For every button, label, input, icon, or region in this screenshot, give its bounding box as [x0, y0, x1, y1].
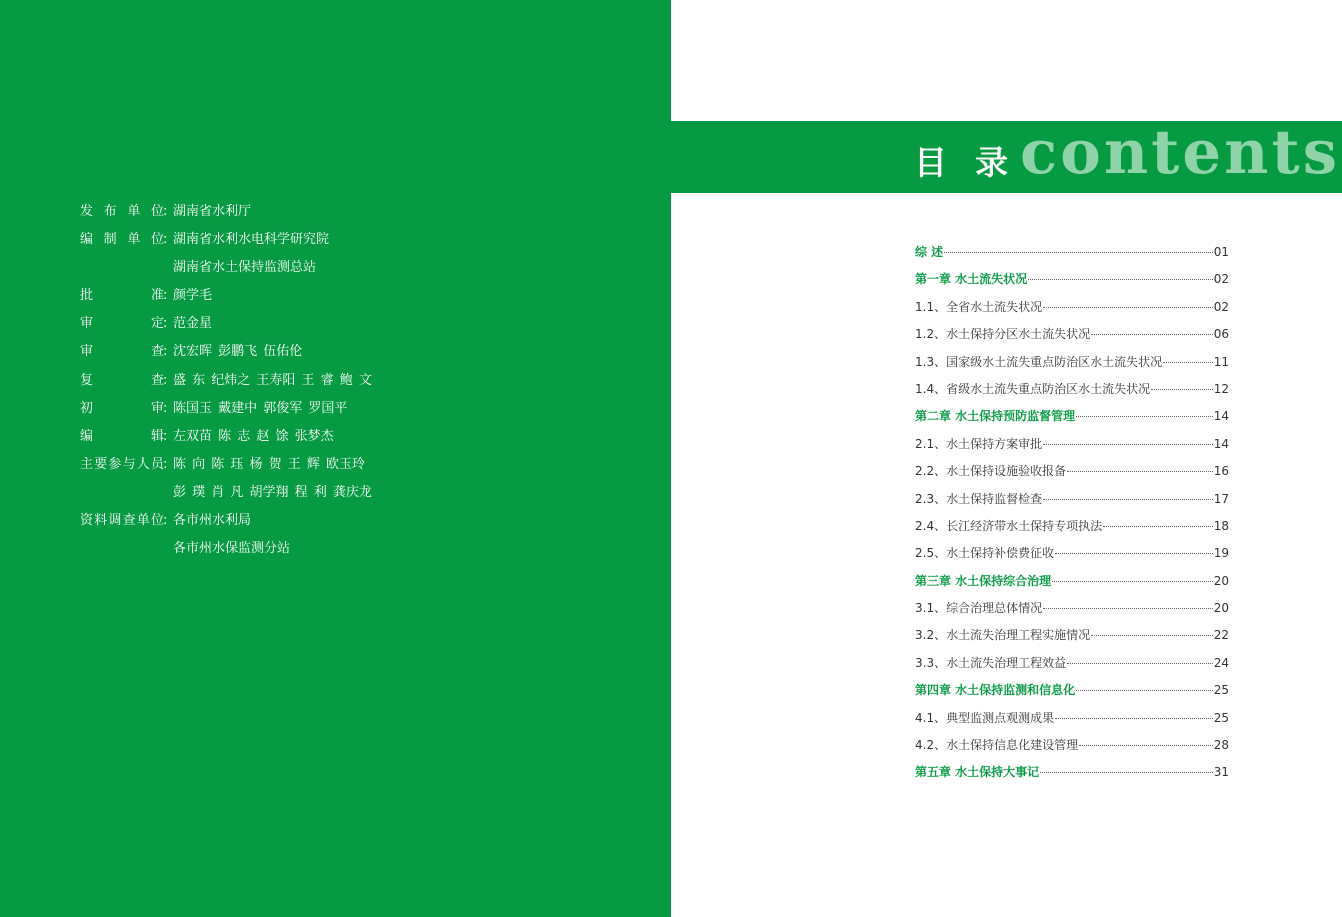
credit-colon: : [163, 513, 168, 529]
toc-section-entry[interactable] [915, 622, 1229, 649]
credit-row [80, 226, 500, 254]
credit-value: 陈 向 陈 珏 杨 贺 王 辉 欧玉玲 [173, 456, 366, 472]
toc-entry-label: 综 述 [915, 245, 944, 259]
credit-value: 范金星 [173, 316, 213, 332]
credit-value: 各市州水保监测分站 [173, 541, 291, 557]
toc-page-number: 14 [1213, 409, 1229, 424]
toc-page-number: 11 [1213, 354, 1229, 369]
credit-value: 湖南省水利水电科学研究院 [173, 232, 330, 248]
toc-dot-leader [1028, 279, 1213, 280]
toc-entry-label: 3.1、综合治理总体情况 [915, 601, 1043, 616]
toc-section-entry[interactable] [915, 376, 1229, 403]
toc-page-number: 20 [1213, 601, 1229, 616]
toc-page-number: 12 [1213, 381, 1229, 396]
credit-colon: : [163, 204, 168, 219]
toc-dot-leader [1043, 444, 1213, 445]
credit-row [80, 338, 500, 366]
credit-label: 复查 [80, 372, 164, 388]
credit-row [80, 479, 500, 507]
toc-entry-label: 3.3、水土流失治理工程效益 [915, 655, 1067, 670]
credit-row [80, 395, 500, 423]
title-english: contents [1020, 117, 1341, 188]
credit-colon: : [163, 456, 168, 472]
toc-chapter-entry[interactable] [915, 266, 1229, 293]
toc-entry-label: 第二章 水土保持预防监督管理 [915, 409, 1076, 424]
toc-page-number: 02 [1213, 272, 1229, 287]
credit-colon: : [163, 288, 168, 304]
toc-dot-leader [1043, 608, 1213, 609]
credit-colon: : [163, 344, 168, 360]
toc-dot-leader [1040, 772, 1213, 773]
credit-row [80, 367, 500, 395]
toc-page-number: 22 [1213, 628, 1229, 643]
toc-section-entry[interactable] [915, 595, 1229, 622]
toc-entry-label: 1.1、全省水土流失状况 [915, 299, 1043, 314]
toc-entry-label: 第五章 水土保持大事记 [915, 765, 1040, 780]
toc-dot-leader [1079, 745, 1213, 746]
toc-dot-leader [1076, 416, 1213, 417]
toc-dot-leader [1091, 334, 1213, 335]
toc-entry-label: 4.2、水土保持信息化建设管理 [915, 738, 1079, 753]
toc-entry-label: 1.2、水土保持分区水土流失状况 [915, 327, 1091, 342]
toc-chapter-entry[interactable] [915, 677, 1229, 704]
toc-page-number: 28 [1213, 738, 1229, 753]
toc-chapter-entry[interactable] [915, 403, 1229, 430]
credit-colon: : [163, 232, 168, 248]
credits-list [80, 198, 500, 563]
credit-row [80, 507, 500, 535]
toc-entry-label: 第四章 水土保持监测和信息化 [915, 683, 1076, 698]
credit-value: 彭 璞 肖 凡 胡学翔 程 利 龚庆龙 [173, 484, 372, 500]
toc-dot-leader [1055, 553, 1213, 554]
credit-row [80, 423, 500, 451]
toc-section-entry[interactable] [915, 294, 1229, 321]
toc-entry-label: 4.1、典型监测点观测成果 [915, 710, 1055, 725]
toc-page-number: 17 [1213, 491, 1229, 506]
credit-colon: : [163, 372, 168, 388]
credit-value: 盛 东 纪炜之 王寿阳 王 睿 鲍 文 [173, 372, 372, 388]
credit-value: 颜学毛 [173, 288, 213, 304]
toc-page-number: 19 [1213, 546, 1229, 561]
credit-colon: : [163, 428, 168, 444]
toc-entry-label: 第一章 水土流失状况 [915, 272, 1028, 287]
title-chinese: 目录 [914, 143, 1036, 182]
toc-dot-leader [1067, 663, 1213, 664]
toc-page-number: 14 [1213, 436, 1229, 451]
credit-row [80, 254, 500, 282]
credit-label: 初审 [80, 400, 164, 416]
toc-section-entry[interactable] [915, 349, 1229, 376]
credit-label: 审定 [80, 316, 164, 332]
toc-chapter-entry[interactable] [915, 239, 1229, 266]
toc-section-entry[interactable] [915, 513, 1229, 540]
toc-entry-label: 2.5、水土保持补偿费征收 [915, 546, 1055, 561]
toc-page-number: 01 [1213, 245, 1229, 259]
credit-value: 湖南省水土保持监测总站 [173, 260, 317, 276]
toc-dot-leader [1091, 635, 1213, 636]
toc-entry-label: 3.2、水土流失治理工程实施情况 [915, 628, 1091, 643]
toc-section-entry[interactable] [915, 458, 1229, 485]
toc-entry-label: 2.2、水土保持设施验收报备 [915, 464, 1067, 479]
credit-label: 编制单位 [80, 232, 164, 248]
table-of-contents [915, 239, 1229, 787]
toc-entry-label: 2.1、水土保持方案审批 [915, 436, 1043, 451]
credit-value: 沈宏晖 彭鹏飞 伍佑伦 [173, 344, 303, 360]
credit-label: 编辑 [80, 428, 164, 444]
toc-section-entry[interactable] [915, 431, 1229, 458]
right-page [671, 0, 1342, 917]
credit-label: 主要参与人员 [80, 456, 164, 472]
toc-dot-leader [944, 252, 1213, 253]
toc-dot-leader [1067, 471, 1213, 472]
toc-dot-leader [1043, 499, 1213, 500]
toc-section-entry[interactable] [915, 486, 1229, 513]
toc-page-number: 25 [1213, 683, 1229, 698]
credit-value: 各市州水利局 [173, 513, 252, 529]
toc-section-entry[interactable] [915, 540, 1229, 567]
toc-entry-label: 1.4、省级水土流失重点防治区水土流失状况 [915, 381, 1151, 396]
toc-entry-label: 2.4、长江经济带水土保持专项执法 [915, 518, 1103, 533]
toc-entry-label: 第三章 水土保持综合治理 [915, 573, 1052, 588]
toc-page-number: 06 [1213, 327, 1229, 342]
toc-dot-leader [1103, 526, 1213, 527]
toc-dot-leader [1151, 389, 1213, 390]
credit-value: 左双苗 陈 志 赵 馀 张梦杰 [173, 428, 334, 444]
toc-chapter-entry[interactable] [915, 568, 1229, 595]
credit-row [80, 282, 500, 310]
toc-page-number: 31 [1213, 765, 1229, 780]
toc-page-number: 24 [1213, 655, 1229, 670]
credit-row [80, 535, 500, 563]
toc-page-number: 16 [1213, 464, 1229, 479]
credit-label: 审查 [80, 344, 164, 360]
toc-entry-label: 1.3、国家级水土流失重点防治区水土流失状况 [915, 354, 1163, 369]
toc-dot-leader [1043, 307, 1213, 308]
credit-label: 批准 [80, 288, 164, 304]
toc-page-number: 02 [1213, 299, 1229, 314]
toc-chapter-entry[interactable] [915, 759, 1229, 786]
toc-dot-leader [1052, 581, 1213, 582]
toc-dot-leader [1163, 362, 1213, 363]
toc-page-number: 18 [1213, 518, 1229, 533]
toc-dot-leader [1055, 718, 1213, 719]
credit-row [80, 198, 500, 226]
toc-section-entry[interactable] [915, 705, 1229, 732]
credit-label: 资料调查单位 [80, 513, 164, 529]
toc-entry-label: 2.3、水土保持监督检查 [915, 491, 1043, 506]
toc-page-number: 25 [1213, 710, 1229, 725]
credit-colon: : [163, 316, 168, 332]
credit-colon: : [163, 400, 168, 416]
credit-value: 湖南省水利厅 [173, 204, 252, 219]
toc-page-number: 20 [1213, 573, 1229, 588]
toc-section-entry[interactable] [915, 650, 1229, 677]
toc-dot-leader [1076, 690, 1213, 691]
credit-row [80, 451, 500, 479]
title-band [671, 117, 1342, 193]
credit-label: 发布单位 [80, 204, 164, 219]
credit-value: 陈国玉 戴建中 郭俊军 罗国平 [173, 400, 348, 416]
toc-section-entry[interactable] [915, 321, 1229, 348]
credit-row [80, 310, 500, 338]
toc-section-entry[interactable] [915, 732, 1229, 759]
